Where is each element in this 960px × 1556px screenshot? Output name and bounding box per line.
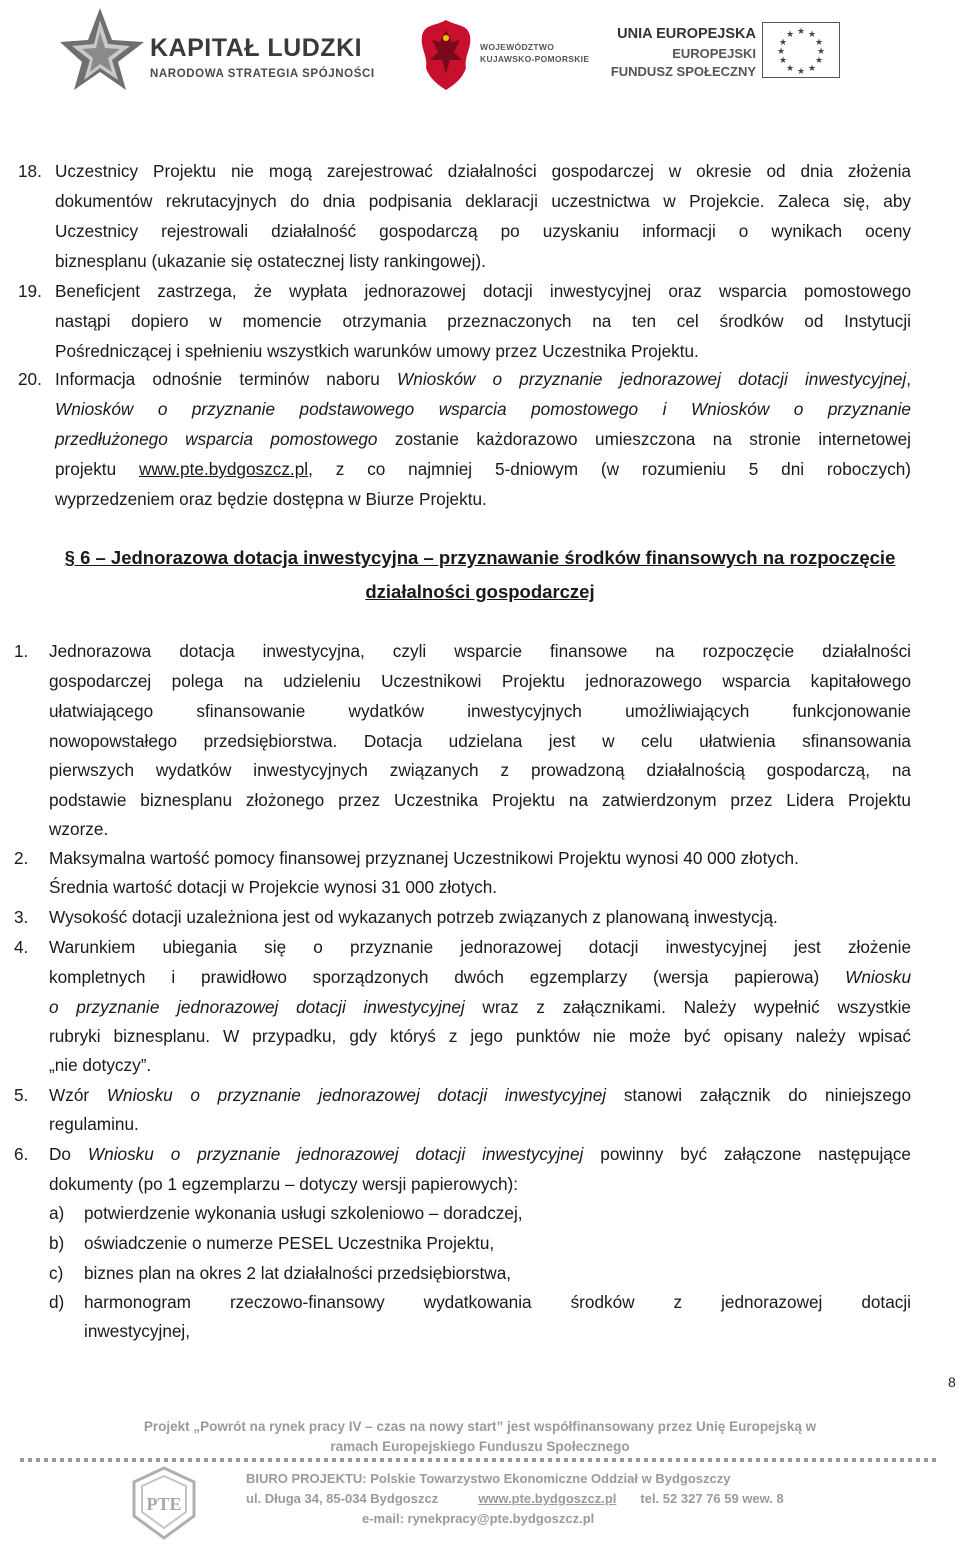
italic-span: Wniosków o przyznanie jednorazowej dotacji inwestycyjnej (397, 369, 907, 389)
item-text-line: oświadczenie o numerze PESEL Uczestnika Projektu, (84, 1233, 495, 1253)
svg-text:★: ★ (776, 46, 786, 56)
item-number: 6. (14, 1144, 29, 1164)
footer-street: ul. Długa 34, 85-034 Bydgoszcz (246, 1491, 439, 1506)
svg-text:★: ★ (796, 26, 806, 36)
item-number: 18. (18, 161, 42, 181)
eu-flag-icon (762, 22, 840, 78)
item-text-line: wyprzedzeniem oraz będzie dostępna w Biurze Projektu. (55, 489, 487, 509)
item-text-line: regulaminu. (49, 1114, 139, 1134)
item-text-line: harmonogram rzeczowo-finansowy wydatkowania środków z jednorazowej dotacji (84, 1292, 911, 1312)
item-text-line: Średnia wartość dotacji w Projekcie wynosi 31 000 złotych. (49, 877, 498, 897)
footer-email: e-mail: rynekpracy@pte.bydgoszcz.pl (362, 1511, 595, 1526)
text-span: kompletnych i prawidłowo sporządzonych dwóch egzemplarzy (wersja papierowa) (49, 967, 846, 987)
item-text-line: Uczestnicy Projektu nie mogą zarejestrować działalności gospodarczej w okresie od dnia złożenia (55, 161, 911, 181)
sub-item-letter: c) (49, 1263, 64, 1283)
text-span: Do (49, 1144, 88, 1164)
item-text-line: Wniosków o przyznanie podstawowego wsparcia pomostowego i Wniosków o przyznanie (55, 399, 911, 419)
svg-text:★: ★ (796, 66, 806, 76)
item-text-line: inwestycyjnej, (84, 1321, 191, 1341)
item-number: 4. (14, 937, 29, 957)
item-text-line: „nie dotyczy”. (49, 1055, 152, 1075)
item-text-line (49, 996, 911, 1018)
item-text-line: nowopowstałego przedsiębiorstwa. Dotacja udzielana jest w celu ułatwienia sfinansowania (49, 731, 911, 751)
item-text-line: Maksymalna wartość pomocy finansowej przyznanej Uczestnikowi Projektu wynosi 40 000 złotych. (49, 848, 799, 868)
text-span: Wzór (49, 1085, 107, 1105)
item-text-line (49, 1084, 911, 1106)
italic-span: Wniosku (845, 967, 911, 987)
item-text-line: biznesplanu (ukazanie się ostatecznej listy rankingowej). (55, 251, 486, 271)
svg-text:★: ★ (816, 46, 826, 56)
item-text-line: rubryki biznesplanu. W przypadku, gdy któryś z jego punktów nie może być opisany należy wpisać (49, 1026, 911, 1046)
text-span: Informacja odnośnie terminów naboru (55, 369, 398, 389)
italic-span: Wniosku o przyznanie jednorazowej dotacji inwestycyjnej (106, 1085, 607, 1105)
item-text-line: Beneficjent zastrzega, że wypłata jednorazowej dotacji inwestycyjnej oraz wsparcia pomostowego (55, 281, 911, 301)
pte-logo-icon (132, 1466, 196, 1540)
item-number: 5. (14, 1085, 29, 1105)
eu-line2: EUROPEJSKI (672, 46, 756, 61)
svg-text:★: ★ (785, 63, 795, 73)
page-number: 8 (948, 1374, 956, 1390)
svg-text:★: ★ (778, 37, 788, 47)
text-span: powinny być załączone następujące (583, 1144, 911, 1164)
footer-project-line2: ramach Europejskiego Funduszu Społecznego (330, 1439, 630, 1454)
wojewodztwo-line2: KUJAWSKO-POMORSKIE (480, 54, 590, 64)
svg-text:★: ★ (814, 37, 824, 47)
item-text-line: pierwszych wydatków inwestycyjnych związanych z prowadzoną działalnością gospodarczą, na (49, 760, 911, 780)
footer-address (246, 1490, 784, 1508)
italic-span: Wniosku o przyznanie jednorazowej dotacji inwestycyjnej (87, 1144, 584, 1164)
text-span: wraz z załącznikami. Należy wypełnić wszystkie (464, 997, 911, 1017)
kapital-ludzki-title: KAPITAŁ LUDZKI (150, 34, 363, 62)
item-text-line (55, 368, 911, 390)
item-text-line: Warunkiem ubiegania się o przyznanie jednorazowej dotacji inwestycyjnej jest złożenie (49, 937, 911, 957)
svg-text:★: ★ (778, 55, 788, 65)
item-text-line: Pośredniczącej i spełnieniu wszystkich warunków umowy przez Uczestnika Projektu. (55, 341, 699, 361)
item-text-line: biznes plan na okres 2 lat działalności przedsiębiorstwa, (84, 1263, 512, 1283)
pte-logo-text: PTE (146, 1494, 182, 1514)
footer-phone: tel. 52 327 76 59 wew. 8 (640, 1491, 784, 1506)
item-text-line (49, 1143, 911, 1165)
item-number: 20. (18, 369, 42, 389)
kapital-ludzki-logo (60, 6, 380, 90)
italic-span: przedłużonego wsparcia pomostowego (55, 429, 378, 449)
svg-text:★: ★ (807, 63, 817, 73)
page-header (0, 0, 960, 110)
sub-item-letter: b) (49, 1233, 65, 1253)
text-span: stanowi załącznik do niniejszego (606, 1085, 912, 1105)
text-span: projektu (55, 459, 139, 479)
item-text-line: Uczestnicy rejestrowali działalność gospodarczą po uzyskaniu informacji o wynikach oceny (55, 221, 911, 241)
svg-text:★: ★ (785, 29, 795, 39)
item-text-line: Wysokość dotacji uzależniona jest od wykazanych potrzeb związanych z planowaną inwestycją. (49, 907, 778, 927)
wojewodztwo-line1: WOJEWÓDZTWO (480, 42, 555, 52)
item-number: 19. (18, 281, 42, 301)
item-text-line (55, 428, 911, 450)
svg-text:★: ★ (814, 55, 824, 65)
kapital-ludzki-star-icon (60, 6, 144, 90)
item-text-line: gospodarczej polega na udzieleniu Uczestnikowi Projektu jednorazowego wsparcia kapitałowego (49, 671, 911, 691)
item-number: 3. (14, 907, 29, 927)
sub-item-letter: a) (49, 1203, 65, 1223)
text-span: zostanie każdorazowo umieszczona na stronie internetowej (377, 429, 911, 449)
svg-text:★: ★ (807, 29, 817, 39)
item-text-line: dokumenty (po 1 egzemplarzu – dotyczy wersji papierowych): (49, 1174, 519, 1194)
footer-office: BIURO PROJEKTU: Polskie Towarzystwo Ekonomiczne Oddział w Bydgoszczy (246, 1471, 731, 1486)
italic-span: o przyznanie jednorazowej dotacji inwestycyjnej (49, 997, 465, 1017)
section-heading-line1: § 6 – Jednorazowa dotacja inwestycyjna – przyznawanie środków finansowych na rozpoczęcie (64, 547, 896, 568)
eagle-crest-icon (418, 16, 474, 92)
item-text-line: ułatwiającego sfinansowanie wydatków inwestycyjnych umożliwiających funkcjonowanie (49, 701, 911, 721)
item-number: 2. (14, 848, 29, 868)
footer-project-line1: Projekt „Powrót na rynek pracy IV – czas na nowy start” jest współfinansowany przez Unię Europejską w (143, 1419, 817, 1434)
item-text-line: potwierdzenie wykonania usługi szkoleniowo – doradczej, (84, 1203, 523, 1223)
item-number: 1. (14, 641, 29, 661)
item-text-line: nastąpi dopiero w momencie otrzymania przeznaczonych na ten cel środków od Instytucji (55, 311, 911, 331)
item-text-line: wzorze. (49, 819, 109, 839)
text-span: , (906, 369, 911, 389)
item-text-line: podstawie biznesplanu złożonego przez Uczestnika Projektu na zatwierdzonym przez Lidera Projektu (49, 790, 911, 810)
eu-line3: FUNDUSZ SPOŁECZNY (610, 64, 756, 79)
footer-website-link[interactable]: www.pte.bydgoszcz.pl (478, 1491, 617, 1506)
wojewodztwo-logo (418, 16, 618, 92)
kapital-ludzki-subtitle: NARODOWA STRATEGIA SPÓJNOŚCI (150, 68, 375, 80)
item-text-line (55, 458, 911, 480)
dotted-divider (20, 1456, 940, 1464)
sub-item-letter: d) (49, 1292, 65, 1312)
item-text-line: Jednorazowa dotacja inwestycyjna, czyli wsparcie finansowe na rozpoczęcie działalności (49, 641, 911, 661)
text-span: , z co najmniej 5-dniowym (w rozumieniu 5 dni roboczych) (308, 459, 911, 479)
eu-line1: UNIA EUROPEJSKA (617, 26, 756, 42)
item-text-line: dokumentów rekrutacyjnych do dnia podpisania deklaracji uczestnictwa w Projekcie. Zaleca się, aby (55, 191, 911, 211)
item-text-line (49, 966, 911, 988)
section-heading-line2: działalności gospodarczej (365, 581, 595, 602)
website-link[interactable]: www.pte.bydgoszcz.pl (138, 459, 309, 479)
eu-logo (610, 22, 880, 84)
